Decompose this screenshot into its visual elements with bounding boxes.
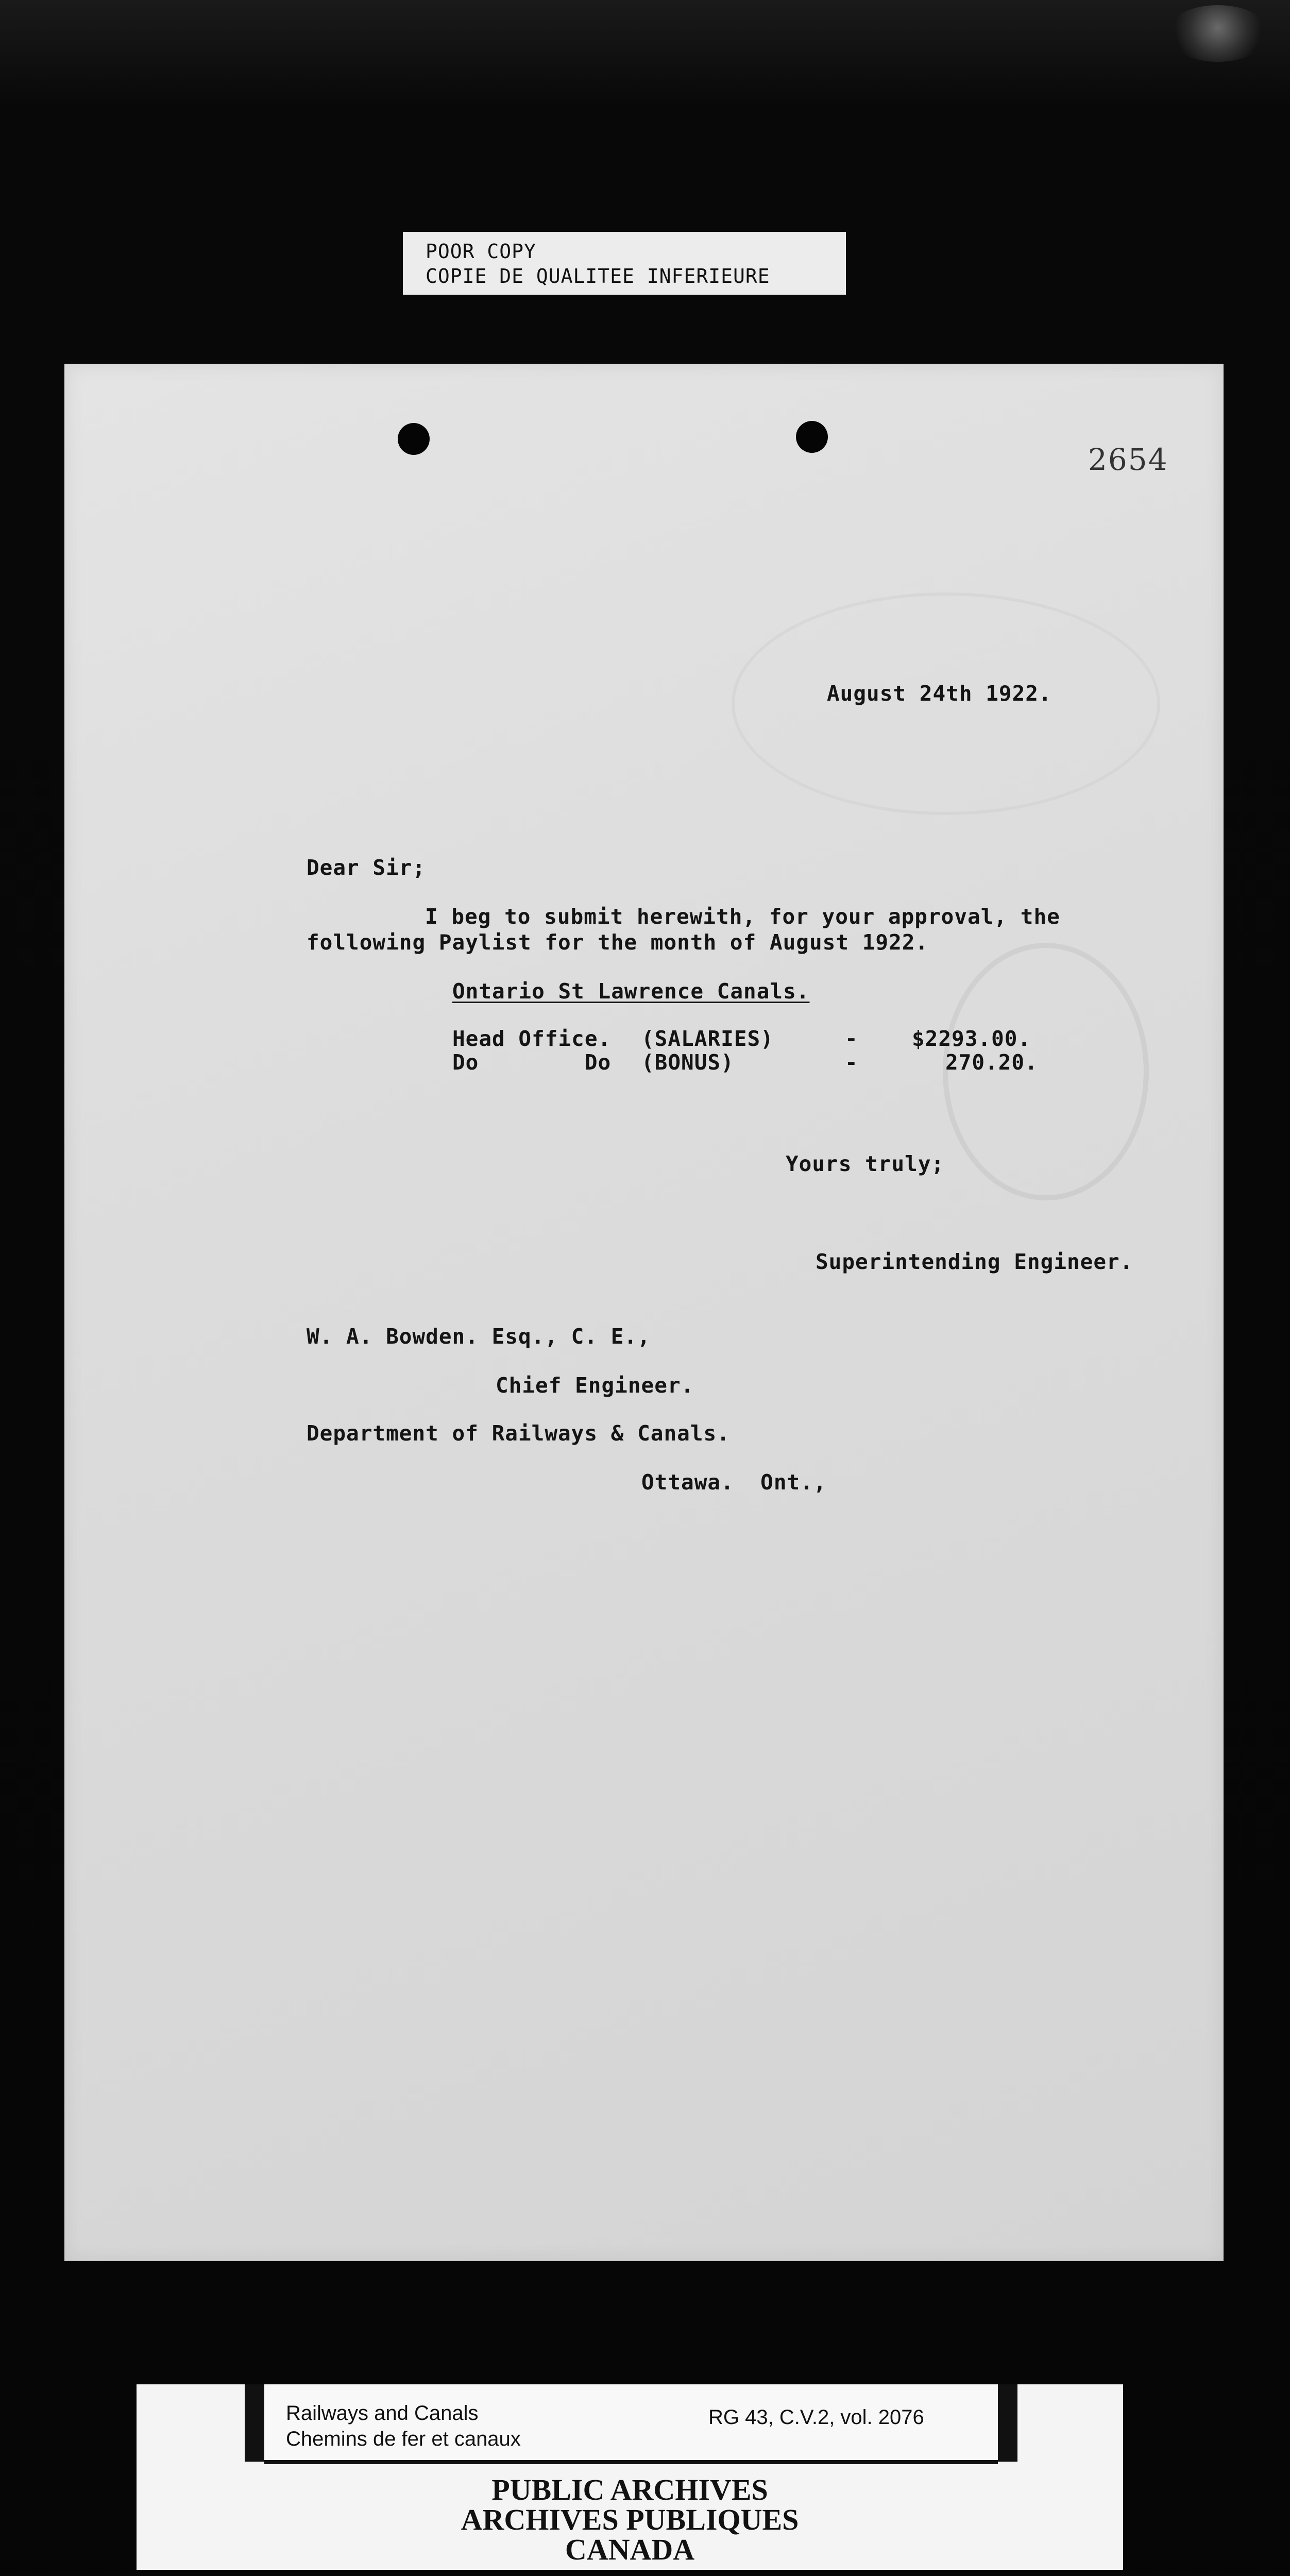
item-office: Head Office. [452,1026,612,1051]
item-type: (SALARIES) [641,1026,774,1051]
item-dash: - [845,1026,858,1051]
recipient-title: Chief Engineer. [496,1373,694,1398]
closing: Yours truly; [786,1151,945,1176]
recipient-city: Ottawa. Ont., [641,1470,827,1495]
institution-country: CANADA [565,2533,695,2566]
item-office: Do Do [452,1050,612,1075]
collection-name-fr: Chemins de fer et canaux [286,2428,521,2450]
institution-name-fr: ARCHIVES PUBLIQUES [461,2503,799,2536]
poor-copy-notice [403,232,846,295]
recipient-department: Department of Railways & Canals. [307,1421,730,1446]
item-amount: 270.20. [945,1050,1038,1075]
punch-hole-left [398,423,430,455]
punch-hole-right [796,421,828,453]
body-line-1: I beg to submit herewith, for your approval, the [425,904,1060,929]
recipient-name: W. A. Bowden. Esq., C. E., [307,1324,651,1349]
item-amount: $2293.00. [912,1026,1031,1051]
salutation: Dear Sir; [307,855,426,880]
poor-copy-line-en: POOR COPY [426,240,536,263]
archive-reference: RG 43, C.V.2, vol. 2076 [708,2406,924,2429]
body-line-2: following Paylist for the month of August 1922. [307,930,929,955]
poor-copy-line-fr: COPIE DE QUALITEE INFERIEURE [426,265,770,287]
canal-heading: Ontario St Lawrence Canals. [452,979,810,1004]
item-type: (BONUS) [641,1050,734,1075]
scan-artifact [1166,5,1269,62]
institution-name-en: PUBLIC ARCHIVES [491,2473,768,2506]
item-dash: - [845,1050,858,1075]
collection-name-en: Railways and Canals [286,2402,479,2425]
archive-divider [264,2460,998,2464]
letter-date: August 24th 1922. [827,681,1052,706]
signature-title: Superintending Engineer. [816,1249,1133,1274]
page-number-stamp: 2654 [1088,442,1168,477]
